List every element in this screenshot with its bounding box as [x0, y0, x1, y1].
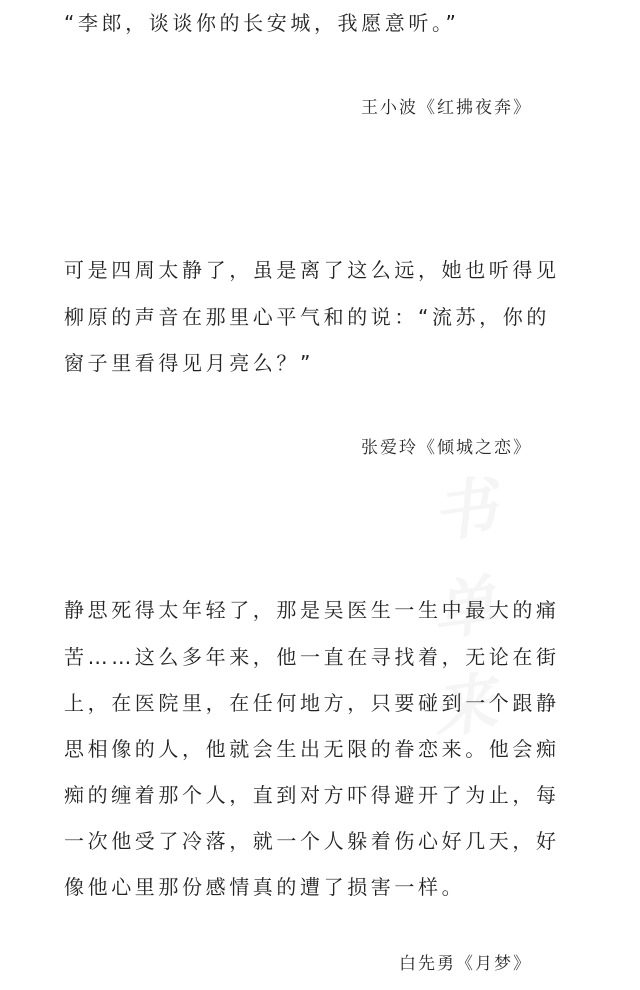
quote-line: 可是四周太静了，虽是离了这么远，她也听得见: [64, 258, 560, 282]
watermark-char: 来: [427, 665, 502, 749]
quote-attribution: 白先勇《月梦》: [399, 954, 532, 974]
quote-line: 痴的缠着那个人，直到对方吓得避开了为止，每: [64, 783, 560, 807]
quote-attribution: 王小波《红拂夜奔》: [361, 98, 532, 118]
quote-line: “李郎，谈谈你的长安城，我愿意听。”: [64, 11, 460, 35]
quote-line: 上，在医院里，在任何地方，只要碰到一个跟静: [64, 691, 560, 715]
watermark-char: 书: [427, 469, 502, 553]
quote-line: 苦……这么多年来，他一直在寻找着，无论在街: [64, 645, 560, 669]
quote-attribution: 张爱玲《倾城之恋》: [361, 438, 532, 458]
quote-line: 静思死得太年轻了，那是吴医生一生中最大的痛: [64, 598, 560, 622]
quote-line: 像他心里那份感情真的遭了损害一样。: [64, 875, 466, 899]
quote-line: 思相像的人，他就会生出无限的眷恋来。他会痴: [64, 737, 560, 761]
quote-line: 一次他受了冷落，就一个人躲着伤心好几天，好: [64, 829, 560, 853]
quote-line: 窗子里看得见月亮么？”: [64, 351, 314, 375]
quote-line: 柳原的声音在那里心平气和的说：“流苏，你的: [64, 305, 550, 329]
watermark-char: 单: [427, 567, 502, 651]
